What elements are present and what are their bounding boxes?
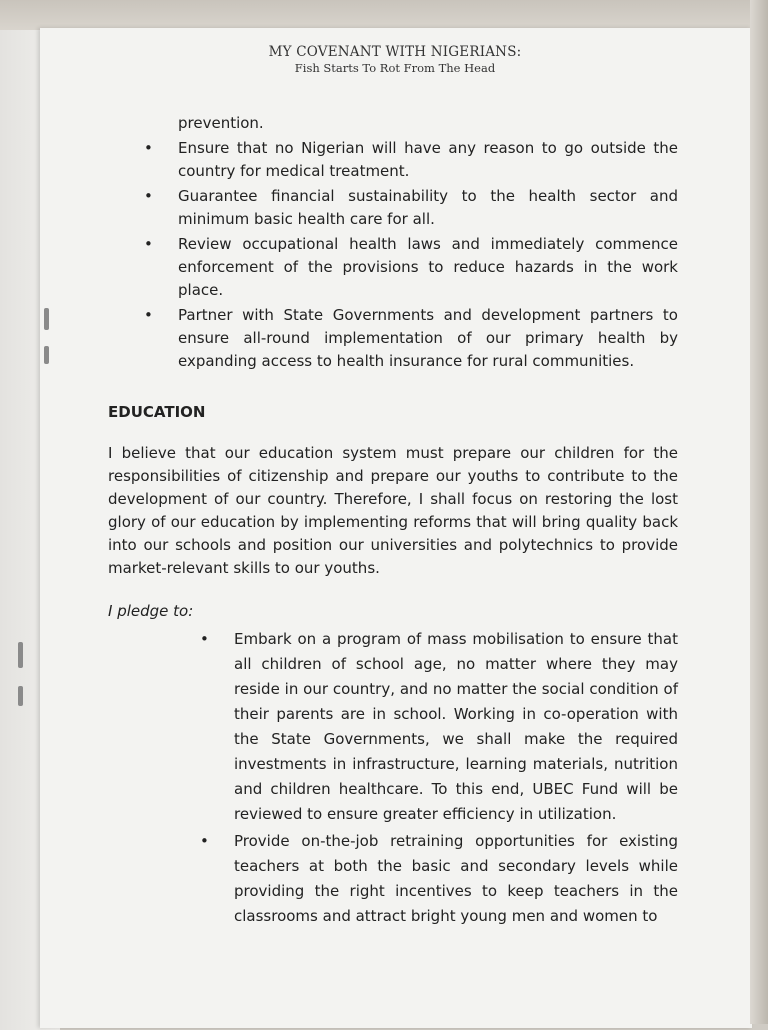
list-item xyxy=(108,829,678,929)
bullet-icon: • xyxy=(144,235,153,253)
health-bullet-list xyxy=(108,137,678,373)
list-item xyxy=(108,627,678,827)
list-item-text: Provide on-the-job retraining opportunities for existing teachers at both the basic and secondary levels while providing the right incentives to keep teachers in the classrooms and attract bright young men and women to xyxy=(234,832,678,925)
list-item-text: Ensure that no Nigerian will have any reason to go outside the country for medical treatment. xyxy=(178,139,678,180)
continued-text: prevention. xyxy=(178,114,264,132)
bullet-icon: • xyxy=(144,187,153,205)
education-paragraph: I believe that our education system must prepare our children for the responsibilities of citizenship and prepare our youths to contribute to the development of our country. Therefore, I shall focus on restoring the lost glory of our education by implementing reforms that will bring quality back into our schools and position our universities and polytechnics to provide market-relevant skills to our youths. xyxy=(108,444,678,577)
bullet-icon: • xyxy=(144,306,153,324)
section-title-education: EDUCATION xyxy=(108,403,206,421)
header-title: MY COVENANT WITH NIGERIANS: xyxy=(268,44,522,60)
list-item-text: Review occupational health laws and immediately commence enforcement of the provisions to reduce hazards in the work place. xyxy=(178,235,678,299)
running-header xyxy=(230,44,560,75)
staple-icon xyxy=(44,346,49,364)
list-item-text: Partner with State Governments and development partners to ensure all-round implementation of our primary health by expanding access to health insurance for rural communities. xyxy=(178,306,678,370)
pledge-list xyxy=(108,627,678,929)
bullet-icon: • xyxy=(144,139,153,157)
list-item-text: Guarantee financial sustainability to the health sector and minimum basic health care for all. xyxy=(178,187,678,228)
list-item xyxy=(108,304,678,373)
page-edge xyxy=(750,0,768,1024)
list-item xyxy=(108,137,678,183)
list-item-text: Embark on a program of mass mobilisation to ensure that all children of school age, no matter where they may reside in our country, and no matter the social condition of their parents are in school. Working in co-operation with the State Governments, we shall make the required investments in infrastructure, learning materials, nutrition and children healthcare. To this end, UBEC Fund will be reviewed to ensure greater efficiency in utilization. xyxy=(234,630,678,823)
staple-icon xyxy=(18,686,23,706)
pledge-label: I pledge to: xyxy=(108,602,194,620)
header-subtitle: Fish Starts To Rot From The Head xyxy=(294,61,496,75)
bullet-icon: • xyxy=(200,630,209,648)
bullet-icon: • xyxy=(200,832,209,850)
list-item xyxy=(108,233,678,302)
staple-icon xyxy=(18,642,23,668)
list-item xyxy=(108,185,678,231)
staple-icon xyxy=(44,308,49,330)
page-content xyxy=(108,112,678,931)
